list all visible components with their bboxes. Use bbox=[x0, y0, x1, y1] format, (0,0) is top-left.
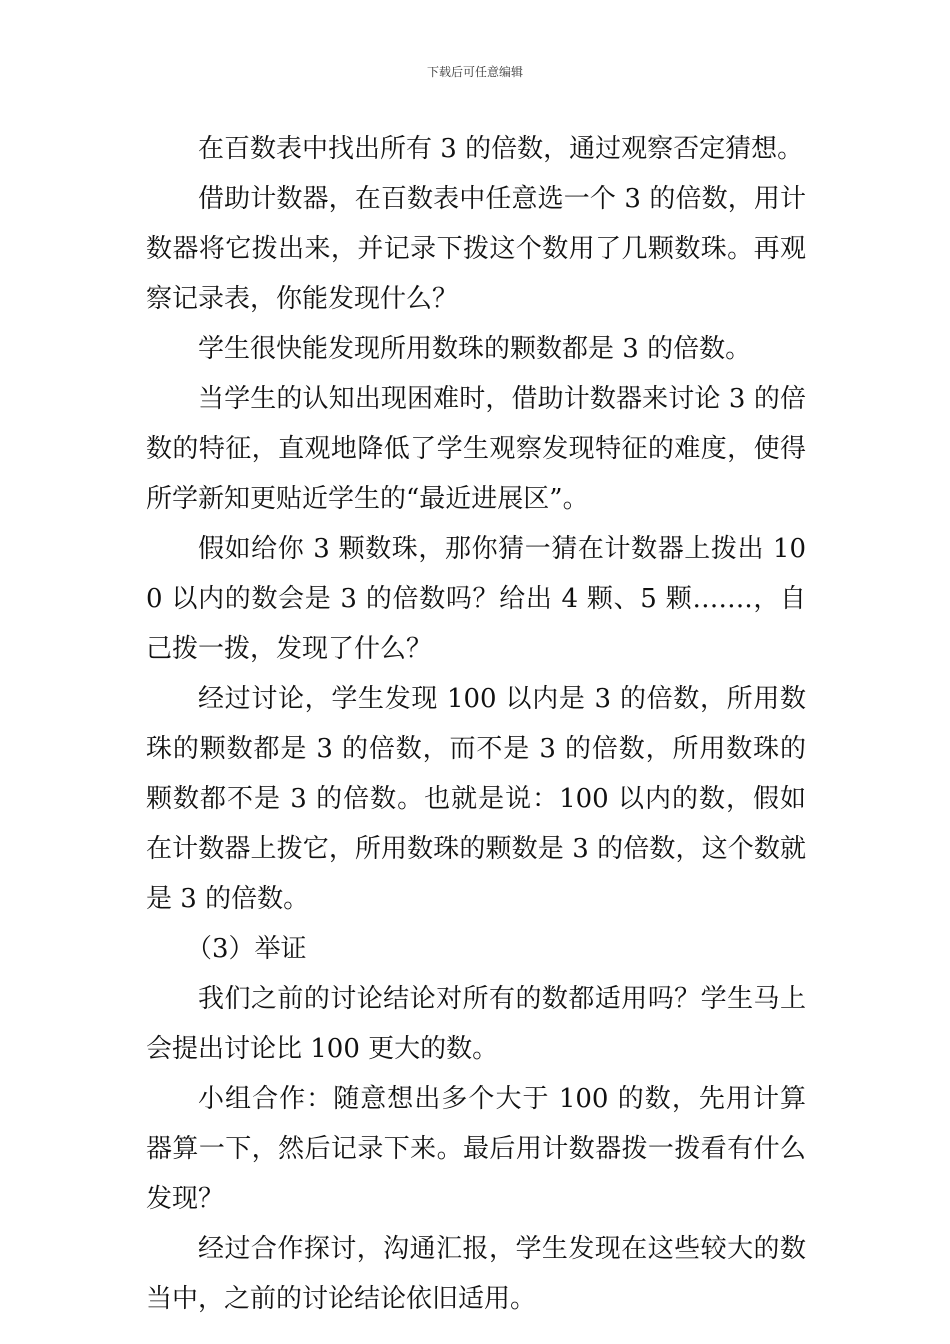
paragraph-4: 当学生的认知出现困难时，借助计数器来讨论 3 的倍数的特征，直观地降低了学生观察发现特征的难度，使得所学新知更贴近学生的“最近进展区”。 bbox=[146, 384, 806, 514]
page-header: 下载后可任意编辑 bbox=[426, 65, 523, 79]
paragraph-7: 我们之前的讨论结论对所有的数都适用吗？学生马上会提出讨论比 100 更大的数。 bbox=[146, 984, 806, 1064]
paragraph-3: 学生很快能发现所用数珠的颗数都是 3 的倍数。 bbox=[198, 334, 752, 364]
paragraph-8: 小组合作：随意想出多个大于 100 的数，先用计算器算一下，然后记录下来。最后用计数器拨一拨看有什么发现？ bbox=[146, 1084, 806, 1214]
paragraph-6: 经过讨论，学生发现 100 以内是 3 的倍数，所用数珠的颗数都是 3 的倍数，而不是 3 的倍数，所用数珠的颗数都不是 3 的倍数。也就是说：100 以内的数，假如在计数器上拨它，所用数珠的颗数是 3 的倍数，这个数就是 3 的倍数。 bbox=[146, 684, 806, 914]
paragraph-1: 在百数表中找出所有 3 的倍数，通过观察否定猜想。 bbox=[198, 134, 804, 164]
paragraph-2: 借助计数器，在百数表中任意选一个 3 的倍数，用计数器将它拨出来，并记录下拨这个数用了几颗数珠。再观察记录表，你能发现什么？ bbox=[146, 184, 806, 314]
section-heading: （3）举证 bbox=[186, 934, 307, 964]
document-body bbox=[146, 124, 806, 1324]
paragraph-5: 假如给你 3 颗数珠，那你猜一猜在计数器上拨出 100 以内的数会是 3 的倍数吗？给出 4 颗、5 颗…….，自己拨一拨，发现了什么？ bbox=[146, 534, 806, 664]
paragraph-9: 经过合作探讨，沟通汇报，学生发现在这些较大的数当中，之前的讨论结论依旧适用。 bbox=[146, 1234, 806, 1314]
